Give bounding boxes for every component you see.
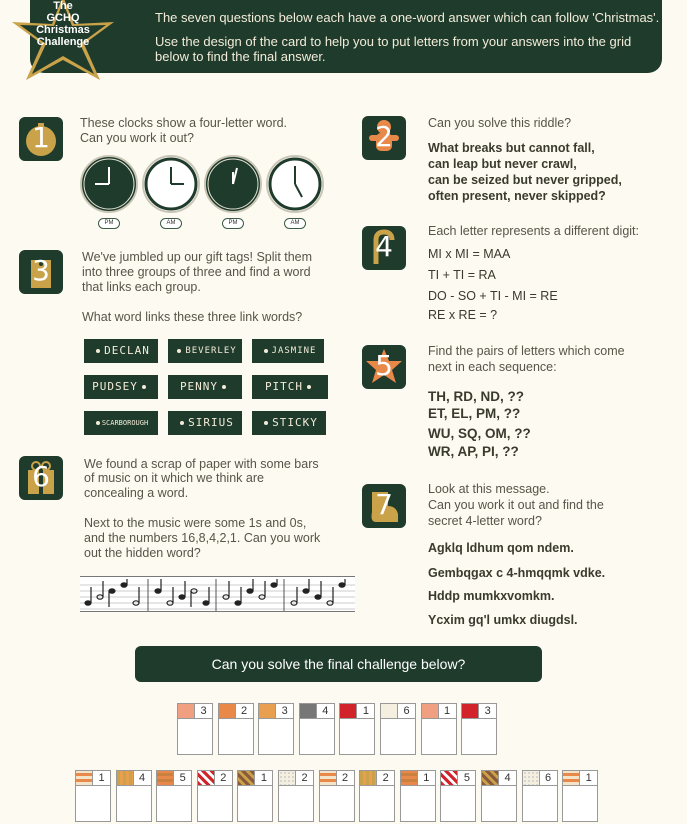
pattern-swatch [278, 770, 296, 786]
gift-tag-icon: 3 [32, 254, 50, 287]
answer-cell[interactable] [522, 770, 558, 822]
q6-line1: We found a scrap of paper with some bars [84, 457, 319, 471]
pattern-swatch [116, 770, 134, 786]
q5-seq-2: ET, EL, PM, ?? [428, 406, 521, 421]
stocking-icon: 7 [375, 488, 393, 521]
letter-box[interactable] [440, 786, 476, 822]
letter-box[interactable] [258, 719, 294, 755]
pattern-swatch [359, 770, 377, 786]
answer-cell[interactable] [461, 703, 497, 755]
q5-line1: Find the pairs of letters which come [428, 344, 625, 358]
cell-number: 2 [337, 770, 355, 786]
answer-cell[interactable] [400, 770, 436, 822]
question-2-badge [362, 116, 406, 160]
q7-line1: Look at this message. [428, 482, 550, 496]
cell-number: 5 [458, 770, 476, 786]
pattern-swatch [481, 770, 499, 786]
pattern-swatch [461, 703, 479, 719]
cell-number: 1 [580, 770, 598, 786]
gift-tag-sticky: STICKY [252, 411, 326, 435]
answer-cell[interactable] [299, 703, 335, 755]
cell-number: 1 [255, 770, 273, 786]
answer-cell[interactable] [75, 770, 111, 822]
cell-number: 2 [236, 703, 254, 719]
answer-cell[interactable] [440, 770, 476, 822]
letter-box[interactable] [237, 786, 273, 822]
letter-box[interactable] [421, 719, 457, 755]
letter-box[interactable] [197, 786, 233, 822]
q4-eq-4: RE x RE = ? [428, 308, 498, 322]
pattern-swatch [522, 770, 540, 786]
letter-box[interactable] [522, 786, 558, 822]
gift-tag-declan: DECLAN [84, 339, 158, 363]
answer-cell[interactable] [237, 770, 273, 822]
q6-line3: concealing a word. [84, 486, 189, 500]
final-challenge-banner: Can you solve the final challenge below? [135, 646, 542, 682]
cell-number: 4 [317, 703, 335, 719]
cell-number: 3 [195, 703, 213, 719]
answer-cell[interactable] [197, 770, 233, 822]
q5-seq-4: WR, AP, PI, ?? [428, 444, 519, 459]
question-7-badge [362, 484, 406, 528]
q6-line2: of music on it which we think are [84, 471, 264, 485]
intro-text-1: The seven questions below each have a one-word answer which can follow 'Christmas'. [155, 10, 660, 25]
q5-line2: next in each sequence: [428, 360, 557, 374]
cell-number: 6 [540, 770, 558, 786]
letter-box[interactable] [156, 786, 192, 822]
answer-cell[interactable] [421, 703, 457, 755]
q4-eq-2: TI + TI = RA [428, 268, 496, 282]
present-icon: 6 [32, 460, 50, 493]
q2-riddle-3: can be seized but never gripped, [428, 173, 622, 187]
cell-number: 4 [499, 770, 517, 786]
q4-eq-3: DO - SO + TI - MI = RE [428, 289, 558, 303]
question-3-badge [19, 250, 63, 294]
q4-eq-1: MI x MI = MAA [428, 247, 511, 261]
gift-tag-sirius: SIRIUS [168, 411, 242, 435]
clock-icon-1 [80, 155, 138, 213]
intro-text-2b: below to find the final answer. [155, 49, 326, 64]
letter-box[interactable] [299, 719, 335, 755]
music-notation-strip [80, 576, 355, 612]
answer-cell[interactable] [380, 703, 416, 755]
letter-box[interactable] [562, 786, 598, 822]
q2-riddle-2: can leap but never crawl, [428, 157, 577, 171]
q7-line2: Can you work it out and find the [428, 498, 604, 512]
logo-text: The GCHQ Christmas Challenge [36, 0, 90, 48]
answer-cell[interactable] [481, 770, 517, 822]
letter-box[interactable] [339, 719, 375, 755]
pattern-swatch [258, 703, 276, 719]
pattern-swatch [197, 770, 215, 786]
pattern-swatch [400, 770, 418, 786]
cell-number: 1 [418, 770, 436, 786]
pattern-swatch [156, 770, 174, 786]
q7-line3: secret 4-letter word? [428, 514, 542, 528]
pattern-swatch [218, 703, 236, 719]
q2-prompt: Can you solve this riddle? [428, 116, 572, 130]
q3-question: What word links these three link words? [82, 310, 303, 324]
answer-cell[interactable] [177, 703, 213, 755]
answer-cell[interactable] [359, 770, 395, 822]
q3-line1: We've jumbled up our gift tags! Split them [82, 250, 313, 264]
letter-box[interactable] [400, 786, 436, 822]
header-banner [30, 0, 662, 73]
clock-label-3: PM [222, 218, 244, 229]
letter-box[interactable] [177, 719, 213, 755]
question-6-badge [19, 456, 63, 500]
clock-icon-3 [204, 155, 262, 213]
q3-line2: into three groups of three and find a word [82, 265, 311, 279]
answer-cell[interactable] [278, 770, 314, 822]
q2-riddle-4: often present, never skipped? [428, 189, 606, 203]
pattern-swatch [75, 770, 93, 786]
question-1-badge [19, 117, 63, 161]
answer-cell[interactable] [116, 770, 152, 822]
q3-line3: that links each group. [82, 280, 201, 294]
q7-cipher-4: Ycxim gq'l umkx diugdsl. [428, 613, 578, 627]
q5-seq-1: TH, RD, ND, ?? [428, 389, 524, 404]
cell-number: 2 [215, 770, 233, 786]
answer-cell[interactable] [156, 770, 192, 822]
q2-riddle-1: What breaks but cannot fall, [428, 141, 595, 155]
question-4-badge [362, 226, 406, 270]
gift-tag-jasmine: JASMINE [252, 339, 324, 363]
pattern-swatch [562, 770, 580, 786]
bauble-icon: 1 [32, 121, 50, 154]
cell-number: 3 [276, 703, 294, 719]
pattern-swatch [237, 770, 255, 786]
q6-line5: and the numbers 16,8,4,2,1. Can you work [84, 531, 321, 545]
logo-star-icon [4, 0, 122, 90]
q1-line1: These clocks show a four-letter word. [80, 116, 288, 130]
q7-cipher-3: Hddp mumkxvomkm. [428, 589, 555, 603]
cell-number: 1 [357, 703, 375, 719]
gingerbread-icon: 2 [375, 120, 393, 153]
gift-tag-pitch: PITCH [252, 375, 328, 399]
star-icon: 5 [375, 349, 393, 382]
gift-tag-penny: PENNY [168, 375, 242, 399]
pattern-swatch [319, 770, 337, 786]
question-5-badge [362, 345, 406, 389]
cell-number: 2 [377, 770, 395, 786]
pattern-swatch [299, 703, 317, 719]
cell-number: 2 [296, 770, 314, 786]
answer-cell[interactable] [339, 703, 375, 755]
q6-line4: Next to the music were some 1s and 0s, [84, 516, 307, 530]
intro-text-2a: Use the design of the card to help you to put letters from your answers into the grid [155, 34, 632, 49]
pattern-swatch [380, 703, 398, 719]
candy-cane-icon: 4 [375, 230, 393, 263]
pattern-swatch [177, 703, 195, 719]
clock-label-2: AM [160, 218, 182, 229]
letter-box[interactable] [218, 719, 254, 755]
cell-number: 5 [174, 770, 192, 786]
gift-tag-scarborough: SCARBOROUGH [84, 411, 158, 435]
clock-label-4: AM [284, 218, 306, 229]
q6-line6: out the hidden word? [84, 546, 201, 560]
clock-icon-4 [266, 155, 324, 213]
q7-cipher-1: Agklq ldhum qom ndem. [428, 541, 574, 555]
letter-box[interactable] [319, 786, 355, 822]
cell-number: 4 [134, 770, 152, 786]
answer-cell[interactable] [258, 703, 294, 755]
pattern-swatch [421, 703, 439, 719]
cell-number: 1 [93, 770, 111, 786]
cell-number: 1 [439, 703, 457, 719]
cell-number: 3 [479, 703, 497, 719]
answer-cell[interactable] [319, 770, 355, 822]
answer-cell[interactable] [218, 703, 254, 755]
pattern-swatch [440, 770, 458, 786]
gift-tag-pudsey: PUDSEY [84, 375, 158, 399]
letter-box[interactable] [116, 786, 152, 822]
clock-icon-2 [142, 155, 200, 213]
cell-number: 6 [398, 703, 416, 719]
answer-cell[interactable] [562, 770, 598, 822]
q5-seq-3: WU, SQ, OM, ?? [428, 426, 531, 441]
letter-box[interactable] [75, 786, 111, 822]
q1-line2: Can you work it out? [80, 131, 194, 145]
letter-box[interactable] [359, 786, 395, 822]
clock-label-1: PM [98, 218, 120, 229]
q7-cipher-2: Gembqgax c 4-hmqqmk vdke. [428, 566, 606, 580]
gift-tag-beverley: BEVERLEY [168, 339, 242, 363]
q4-prompt: Each letter represents a different digit: [428, 224, 639, 238]
pattern-swatch [339, 703, 357, 719]
letter-box[interactable] [380, 719, 416, 755]
letter-box[interactable] [278, 786, 314, 822]
letter-box[interactable] [481, 786, 517, 822]
letter-box[interactable] [461, 719, 497, 755]
